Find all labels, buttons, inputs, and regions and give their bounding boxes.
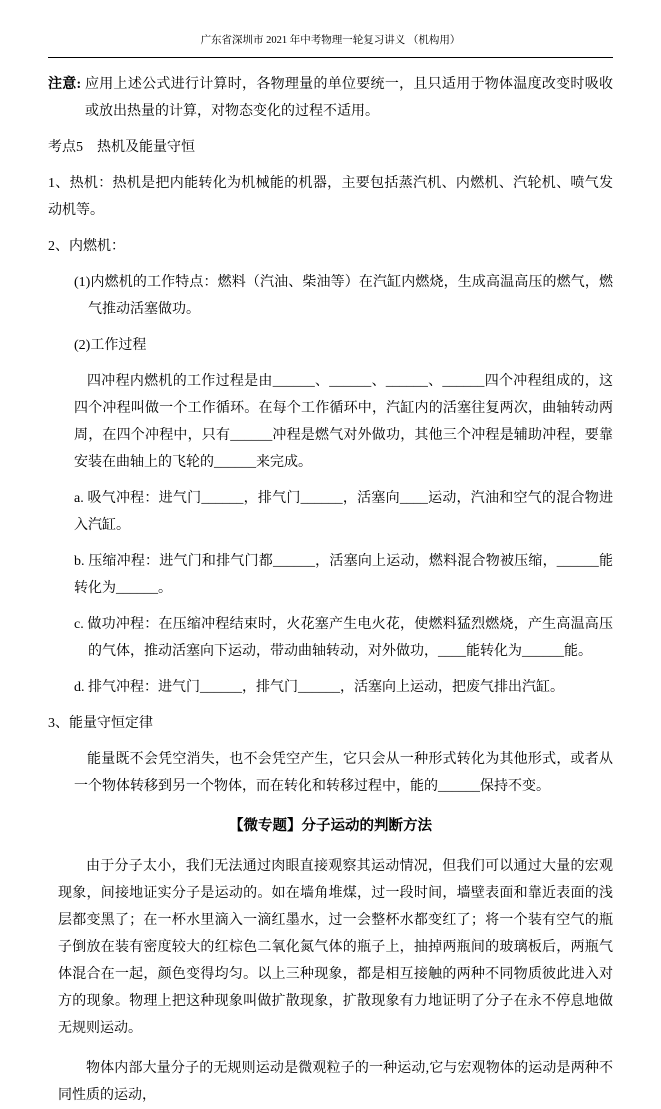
para-power-stroke: c. 做功冲程：在压缩冲程结束时，火花塞产生电火花，使燃料猛烈燃烧，产生高温高压的气体，推动活塞向下运动，带动曲轴转动，对外做功，____能转化为______能。 (74, 617, 613, 659)
microtopic-title: 【微专题】分子运动的判断方法 (229, 818, 432, 834)
para-working-feature: (1)内燃机的工作特点：燃料（汽油、柴油等）在汽缸内燃烧，生成高温高压的燃气，燃气推动活塞做功。 (74, 275, 613, 317)
para-four-stroke-process: 四冲程内燃机的工作过程是由______、______、______、______四个冲程组成的，这四个冲程叫做一个工作循环。在每个工作循环中，汽缸内的活塞往复两次，曲轴转动两周，在四个冲程中，只有______冲程是燃气对外做功，其他三个冲程是辅助冲程，要靠安装在曲轴上的飞轮的______来完成。 (74, 374, 613, 470)
notice-paragraph (48, 71, 613, 125)
para-working-process-title: (2)工作过程 (74, 338, 147, 353)
para-compression-stroke: b. 压缩冲程：进气门和排气门都______，活塞向上运动，燃料混合物被压缩，______能转化为______。 (74, 554, 613, 596)
para-heat-engine: 1、热机：热机是把内能转化为机械能的机器，主要包括蒸汽机、内燃机、汽轮机、喷气发动机等。 (48, 176, 613, 218)
page-header (48, 34, 613, 58)
para-energy-conservation-title: 3、能量守恒定律 (48, 716, 153, 731)
notice-text: 应用上述公式进行计算时，各物理量的单位要统一，且只适用于物体温度改变时吸收或放出热量的计算，对物态变化的过程不适用。 (81, 77, 613, 119)
para-energy-conservation-law: 能量既不会凭空消失，也不会凭空产生，它只会从一种形式转化为其他形式，或者从一个物体转移到另一个物体，而在转化和转移过程中，能的______保持不变。 (74, 752, 613, 794)
para-internal-combustion-engine: 2、内燃机： (48, 239, 125, 254)
para-exhaust-stroke: d. 排气冲程：进气门______，排气门______，活塞向上运动，把废气排出汽缸。 (74, 680, 564, 695)
para-intake-stroke: a. 吸气冲程：进气门______，排气门______，活塞向____运动，汽油和空气的混合物进入汽缸。 (74, 491, 613, 533)
section-heading-kaodian5: 考点5 热机及能量守恒 (48, 140, 195, 155)
microtopic-paragraph-diffusion: 由于分子太小，我们无法通过肉眼直接观察其运动情况，但我们可以通过大量的宏观现象，间接地证实分子是运动的。如在墙角堆煤，过一段时间，墙壁表面和靠近表面的浅层都变黑了；在一杯水里滴入一滴红墨水，过一会整杯水都变红了；将一个装有空气的瓶子倒放在装有密度较大的红棕色二氧化氮气体的瓶子上，抽掉两瓶间的玻璃板后，两瓶气体混合在一起，颜色变得均匀。以上三种现象，都是相互接触的两种不同物质彼此进入对方的现象。物理上把这种现象叫做扩散现象，扩散现象有力地证明了分子在永不停息地做无规则运动。 (58, 859, 613, 1036)
header-title: 广东省深圳市 2021 年中考物理一轮复习讲义 （机构用） (200, 35, 461, 46)
microtopic-paragraph-molecular-motion: 物体内部大量分子的无规则运动是微观粒子的一种运动,它与宏观物体的运动是两种不同性质的运动， (58, 1061, 613, 1103)
notice-label: 注意: (48, 77, 82, 92)
